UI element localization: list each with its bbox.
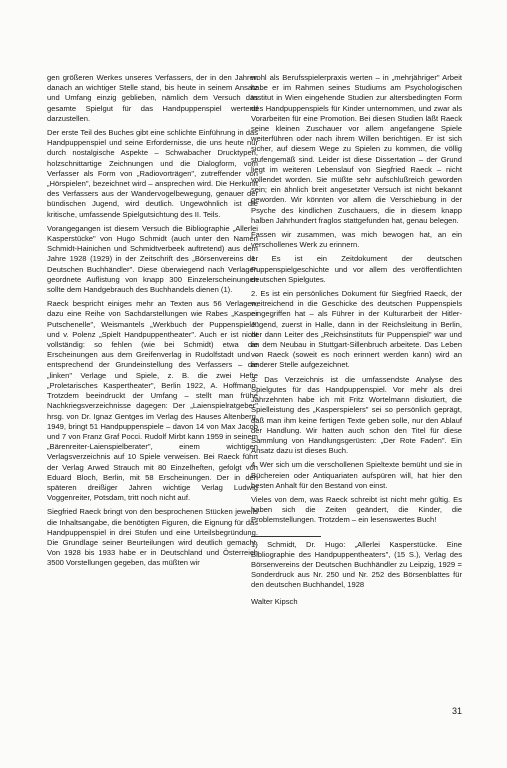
paragraph: Vorangegangen ist diesem Versuch die Bibliographie „Allerlei Kasperstücke" von Hugo Schmidt (auch unter den Namen Schmidt-Hainichen und Schmidtverbeek auftretend) aus dem Jahre 1928 (1929) in der Zeitschrift des „Börsenvereins der Deutschen Buchhändler". Diese überwiegend nach Verlagen geordnete Auflistung von knapp 300 Einzelerscheinungen sollte dem Handgebrauch des Buchhandels dienen (1). xyxy=(47,223,258,295)
list-item: 2. Es ist ein persönliches Dokument für Siegfried Raeck, der weitreichend in die Geschicke des deutschen Puppenspiels eingegriffen hat – als Führer in der Kulturarbeit der Hitler-Jugend, zuerst in Halle, dann in der Reichsleitung in Berlin, der dann Leiter des „Reichsinstituts für Puppenspiel" war und an dem Neubau in Stuttgart-Sillenbruch arbeitete. Das Leben von Raeck (soweit es noch erinnert werden kann) wird an anderer Stelle aufgezeichnet. xyxy=(251,289,462,370)
paragraph: Siegfried Raeck bringt von den besprochenen Stücken jeweils die Inhaltsangabe, die benötigten Figuren, die Eignung für das Handpuppenspiel in drei Stufen und eine Urteilsbegründung. Die Grundlage seiner Beurteilungen wird deutlich gemacht. Von 1928 bis 1933 habe er in Deutschland und Österreich 3500 Vorstellungen gegeben, das müßten wir xyxy=(47,507,258,568)
page-number: 31 xyxy=(451,706,462,716)
list-item: 3. Das Verzeichnis ist die umfassendste Analyse des Spielgutes für das Handpuppenspiel. Vor mehr als drei Jahrzehnten habe ich mit Fritz Wortelmann diskutiert, die Spielleistung des „Kasperspielers" sei so persönlich geprägt, daß man ihm keine fertigen Texte geben solle, nur den Ablauf der Handlung. Wir hatten auch schon den Titel für diese Sammlung von Handlungsgerüsten: „Der Rote Faden". Ein Ansatz dazu ist dieses Buch. xyxy=(251,374,462,456)
paragraph: Raeck bespricht einiges mehr an Texten aus 56 Verlagen, dazu eine Reihe von Sachdarstellungen wie Rabes „Kasper Putschenelle", Weismantels „Werkbuch der Puppenspiele" und v. Polenz „Spielt Handpuppentheater". Auch er ist nicht vollständig: so fehlen (wie bei Schmidt) etwa die Erscheinungen aus dem Greifenverlag in Rudolfstadt und – entsprechend der Grundeinstellung des Verfassers – die „linken" Verlage und Spiele, z. B. die zwei Hefte „Proletarisches Kaspertheater", Berlin 1922, A. Hoffmann. Trotzdem beeindruckt der Umfang – stellt man frühe Nachkriegsverzeichnisse dagegen: Der „Laienspielratgeber" hrsg. von Dr. Ignaz Gentges im Verlag des Hauses Altenberg, 1949, bringt 51 Handpuppenspiele – davon 14 von Max Jacob und 7 von Franz Graf Pocci. Rudolf Mirbt kann 1959 in seinem „Bärenreiter-Laienspielberater", einem wichtigen Verlagsverzeichnis auf 10 Spiele verweisen. Bei Raeck führt der Verlag Arwed Strauch mit 80 Einzelheften, gefolgt von Eduard Bloch, Berlin, mit 58 Erscheinungen. Der in den späteren dreißiger Jahren wichtige Verlag Ludwig Voggenreiter, Potsdam, tritt noch nicht auf. xyxy=(47,299,258,503)
list-item: 1. Es ist ein Zeitdokument der deutschen Puppenspielgeschichte und vor allem des veröffentlichten deutschen Spielgutes. xyxy=(251,254,462,284)
footnote-divider xyxy=(251,536,321,537)
list-item: 4. Wer sich um die verschollenen Spieltexte bemüht und sie in Büchereien oder Antiquariaten aufspüren will, hat hier den besten Anhalt für den Bestand von einst. xyxy=(251,460,462,490)
paragraph: Der erste Teil des Buches gibt eine schlichte Einführung in das Handpuppenspiel und seine Erfordernisse, die uns heute nur durch nostalgische Aspekte – Schwabacher Drucktypen, holzschnittartige Zeichnungen und die Dialogform, vom Verfasser als Form von „Radiovorträgen", zutreffender von „Hörspielen", bezeichnet wird – ansprechen wird. Die Herkunft des Verfassers aus der Wandervogelbewegung, genauer der bündischen Jugend, wird deutlich. Ungewöhnlich ist die kritische, umfassende Spielgutsichtung des II. Teils. xyxy=(47,128,258,219)
footnote: 1) Schmidt, Dr. Hugo: „Allerlei Kasperstücke. Eine Bibliographie des Handpuppentheaters", (15 S.), Verlag des Börsenvereins der Deutschen Buchhändler zu Leipzig, 1929 = Sonderdruck aus Nr. 250 und Nr. 252 des Börsenblattes für den deutschen Buchhandel, 1928 xyxy=(251,539,462,590)
paragraph: gen größeren Werkes unseres Verfassers, der in den Jahren danach an wichtiger Stelle stand, bis heute in seinem Ansatz und Umfang einzig geblieben, nämlich dem Versuch das gesamte Spielgut für das Handpuppenspiel wertend darzustellen. xyxy=(47,73,258,123)
paragraph: Vieles von dem, was Raeck schreibt ist nicht mehr gültig. Es haben sich die Zeiten geändert, die Kinder, die Problemstellungen. Trotzdem – ein lesenswertes Buch! xyxy=(251,494,462,525)
left-column xyxy=(47,73,258,573)
right-column xyxy=(251,73,462,606)
paragraph: Fassen wir zusammen, was mich bewogen hat, an ein verschollenes Werk zu erinnern. xyxy=(251,230,462,250)
author-signature: Walter Kipsch xyxy=(251,596,298,606)
paragraph: wohl als Berufsspielerpraxis werten – in „mehrjähriger" Arbeit habe er im Rahmen seines Studiums am Psychologischen Institut in Wien eingehende Studien zur altersbedingten Form des Handpuppenspiels für Kinder unternommen, und zwar als Vorarbeiten für eine Promotion. Bei diesen Studien läßt Raeck seine kleinen Zuschauer vor allem angefangene Spiele weiterführen oder nach ihrem Willen berichtigen. Er ist sich sicher, auf diesem Wege zu Spielen zu kommen, die völlig stufengemäß sind. Leider ist diese Dissertation – der Grund liegt im weiteren Lebenslauf von Siegfried Raeck – nicht vollendet worden. Sie müßte sehr aufschlußreich geworden sein; ein ähnlich breit angesetzter Versuch ist nicht bekannt geworden. Wir könnten vor allem die Verschiebung in der Psyche des kindlichen Zuschauers, die in diesem knapp halben Jahrhundert fraglos stattgefunden hat, genau belegen. xyxy=(251,73,462,225)
